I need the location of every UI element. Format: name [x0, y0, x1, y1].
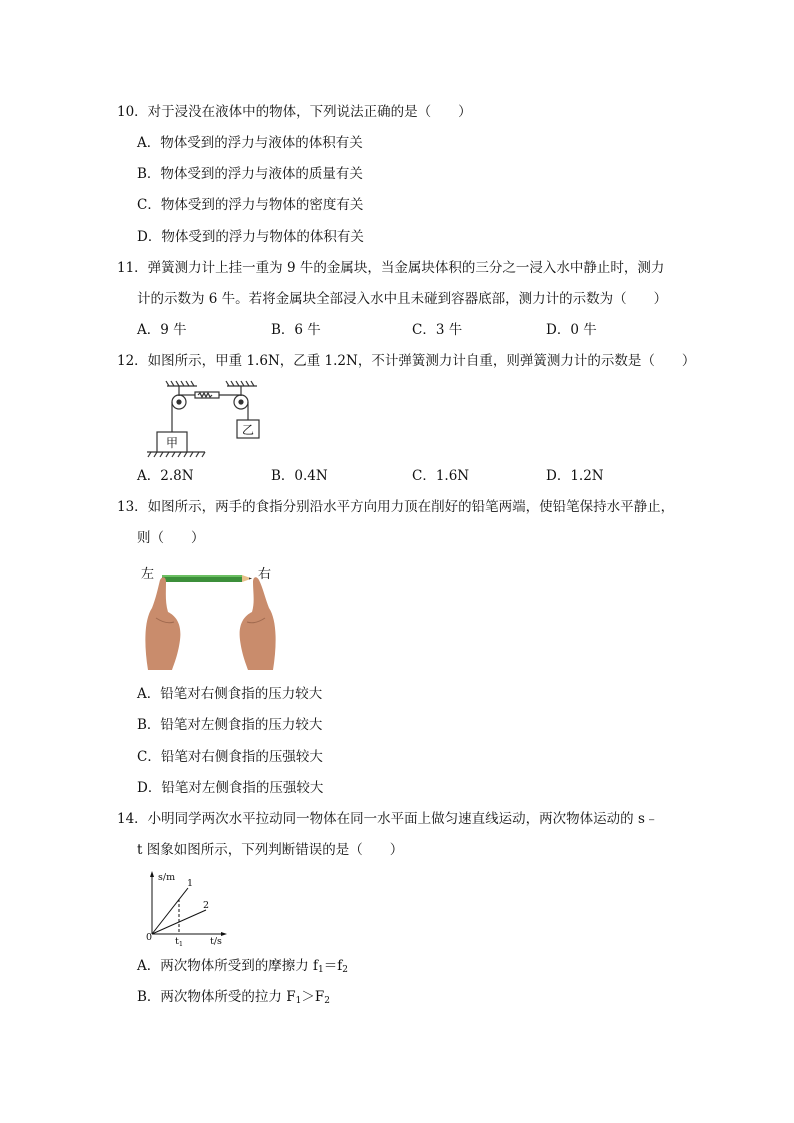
line-1: [152, 888, 188, 934]
pencil-hands-figure: [138, 560, 283, 670]
q11-option-a: A．9 牛: [137, 322, 187, 338]
q12-option-a: A．2.8N: [137, 468, 194, 484]
label-left: 左: [141, 567, 155, 582]
pulley-figure: [145, 378, 275, 458]
q10-option-a: A．物体受到的浮力与液体的体积有关: [137, 135, 363, 151]
s-t-graph: [140, 868, 235, 948]
q12-option-b: B．0.4N: [271, 468, 328, 484]
q14-option-a: A．两次物体所受到的摩擦力 $f_1=f_2$: [137, 958, 349, 975]
q12-option-c: C．1.6N: [412, 468, 470, 484]
left-hand: [145, 577, 180, 670]
left-hatch: [166, 381, 194, 386]
line-1-label: 1: [187, 878, 194, 889]
line-2-label: 2: [203, 900, 210, 911]
q11-stem-line1: 11．弹簧测力计上挂一重为 9 牛的金属块，当金属块体积的三分之一浸入水中静止时，测力: [117, 260, 665, 276]
q12-stem: 12．如图所示，甲重 1.6N，乙重 1.2N，不计弹簧测力计自重，则弹簧测力计的示数是（ ）: [117, 353, 696, 369]
q10-option-d: D．物体受到的浮力与物体的体积有关: [137, 229, 364, 245]
q14-stem-line2: t 图象如图所示，下列判断错误的是（ ）: [137, 842, 404, 858]
q11-stem-line2: 计的示数为 6 牛。若将金属块全部浸入水中且未碰到容器底部，测力计的示数为（ ）: [137, 291, 668, 307]
q10-option-c: C．物体受到的浮力与物体的密度有关: [137, 197, 364, 213]
label-jia: 甲: [165, 436, 179, 450]
q11-option-d: D．0 牛: [546, 322, 597, 338]
q13-option-a: A．铅笔对右侧食指的压力较大: [137, 686, 323, 702]
q13-option-c: C．铅笔对右侧食指的压强较大: [137, 749, 323, 765]
q11-option-c: C．3 牛: [412, 322, 463, 338]
q13-option-b: B．铅笔对左侧食指的压力较大: [137, 717, 323, 733]
q11-option-b: B．6 牛: [271, 322, 321, 338]
t1-label: $t_1$: [175, 936, 183, 948]
q12-option-d: D．1.2N: [546, 468, 604, 484]
right-hand: [240, 577, 276, 670]
origin-label: 0: [146, 932, 153, 943]
q14-stem-line1: 14．小明同学两次水平拉动同一物体在同一水平面上做匀速直线运动，两次物体运动的 s﹣: [117, 811, 659, 827]
y-axis-label: s/m: [158, 872, 176, 883]
label-yi: 乙: [241, 423, 255, 437]
right-hatch: [226, 381, 254, 386]
q10-stem: 10．对于浸没在液体中的物体，下列说法正确的是（ ）: [117, 104, 472, 120]
q13-stem-line2: 则（ ）: [137, 530, 205, 546]
q13-option-d: D．铅笔对左侧食指的压强较大: [137, 780, 324, 796]
q13-stem-line1: 13．如图所示，两手的食指分别沿水平方向用力顶在削好的铅笔两端，使铅笔保持水平静止，: [117, 499, 675, 515]
q14-option-b: B．两次物体所受的拉力 $F_1>F_2$: [137, 989, 330, 1006]
x-axis-label: t/s: [210, 936, 222, 947]
q10-option-b: B．物体受到的浮力与液体的质量有关: [137, 166, 363, 182]
label-right: 右: [258, 567, 272, 582]
